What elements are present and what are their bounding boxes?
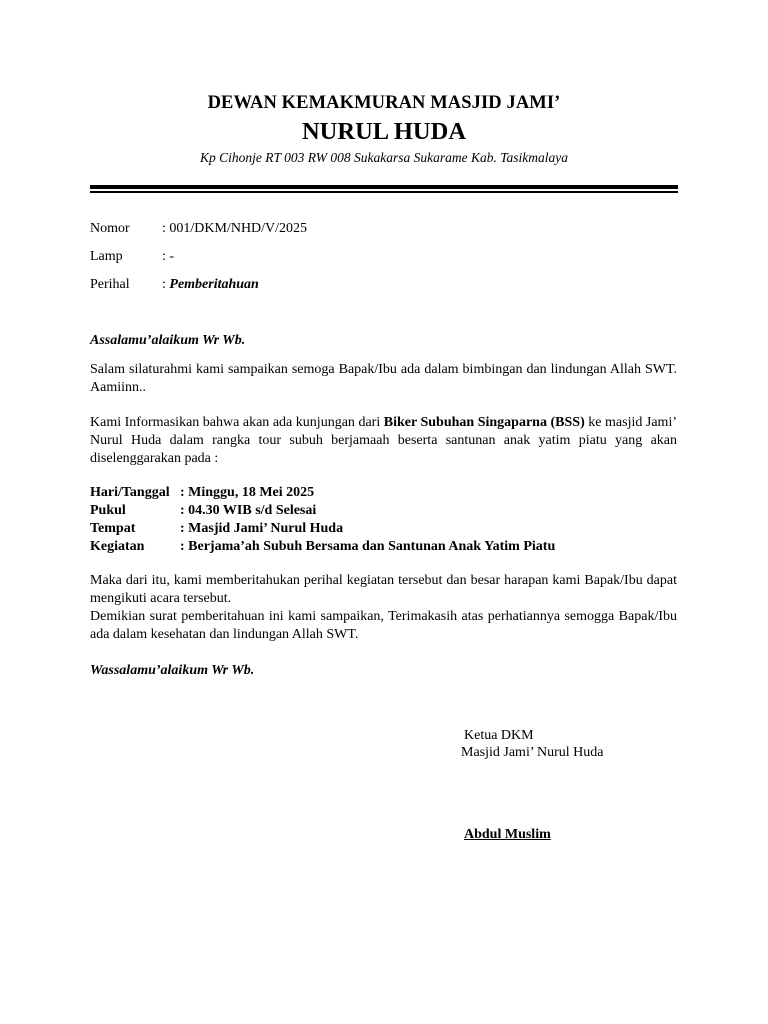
- header-rule-thick: [90, 185, 678, 189]
- paragraph-1: Salam silaturahmi kami sampaikan semoga Bapak/Ibu ada dalam bimbingan dan lindungan Allah SWT. Aamiinn..: [90, 362, 677, 395]
- perihal-value: Pemberitahuan: [169, 277, 259, 292]
- detail-row-place: [90, 520, 555, 538]
- visitor-name: Biker Subuhan Singaparna (BSS): [383, 415, 585, 430]
- detail-value: : Berjama’ah Subuh Bersama dan Santunan Anak Yatim Piatu: [180, 539, 556, 554]
- header-rule-thin: [90, 191, 678, 193]
- perihal-label: Perihal: [90, 277, 130, 292]
- paragraph-2-intro: Kami Informasikan bahwa akan ada kunjungan dari: [90, 415, 384, 430]
- nomor-label: Nomor: [90, 221, 130, 236]
- closing-greeting: Wassalamu’alaikum Wr Wb.: [90, 663, 255, 678]
- detail-value: : Masjid Jami’ Nurul Huda: [180, 521, 344, 536]
- paragraph-2-rest: ke masjid Jami’ Nurul Huda dalam rangka tour subuh berjamaah beserta santunan anak yatim piatu yang akan diselenggarakan pada :: [90, 415, 677, 466]
- perihal-separator: :: [162, 277, 170, 292]
- meta-lamp: [90, 249, 174, 265]
- signature-institution: Masjid Jami’ Nurul Huda: [461, 745, 604, 760]
- paragraph-3: Maka dari itu, kami memberitahukan perihal kegiatan tersebut dan besar harapan kami Bapak/Ibu dapat mengikuti acara tersebut.: [90, 573, 677, 606]
- paragraph-2: [90, 414, 677, 468]
- signer-name: Abdul Muslim: [464, 827, 551, 842]
- detail-value: : 04.30 WIB s/d Selesai: [180, 503, 317, 518]
- paragraph-4: Demikian surat pemberitahuan ini kami sampaikan, Terimakasih atas perhatiannya semogga Bapak/Ibu ada dalam kesehatan dan lindungan Allah SWT.: [90, 609, 677, 642]
- detail-row-activity: [90, 538, 555, 556]
- detail-label: Kegiatan: [90, 539, 145, 554]
- lamp-label: Lamp: [90, 249, 123, 264]
- detail-value: : Minggu, 18 Mei 2025: [180, 485, 315, 500]
- meta-perihal: [90, 277, 259, 293]
- organization-title: DEWAN KEMAKMURAN MASJID JAMI’: [207, 93, 561, 113]
- meta-nomor: [90, 221, 307, 237]
- nomor-value: : 001/DKM/NHD/V/2025: [162, 221, 308, 236]
- detail-row-date: [90, 484, 555, 502]
- detail-label: Hari/Tanggal: [90, 485, 170, 500]
- event-details: [90, 484, 555, 556]
- lamp-value: : -: [162, 249, 175, 264]
- detail-row-time: [90, 502, 555, 520]
- detail-label: Tempat: [90, 521, 136, 536]
- signature-title: Ketua DKM: [464, 728, 534, 743]
- mosque-name: NURUL HUDA: [301, 118, 467, 145]
- address-line: Kp Cihonje RT 003 RW 008 Sukakarsa Sukarame Kab. Tasikmalaya: [199, 150, 568, 165]
- detail-label: Pukul: [90, 503, 126, 518]
- greeting: Assalamu’alaikum Wr Wb.: [90, 333, 246, 348]
